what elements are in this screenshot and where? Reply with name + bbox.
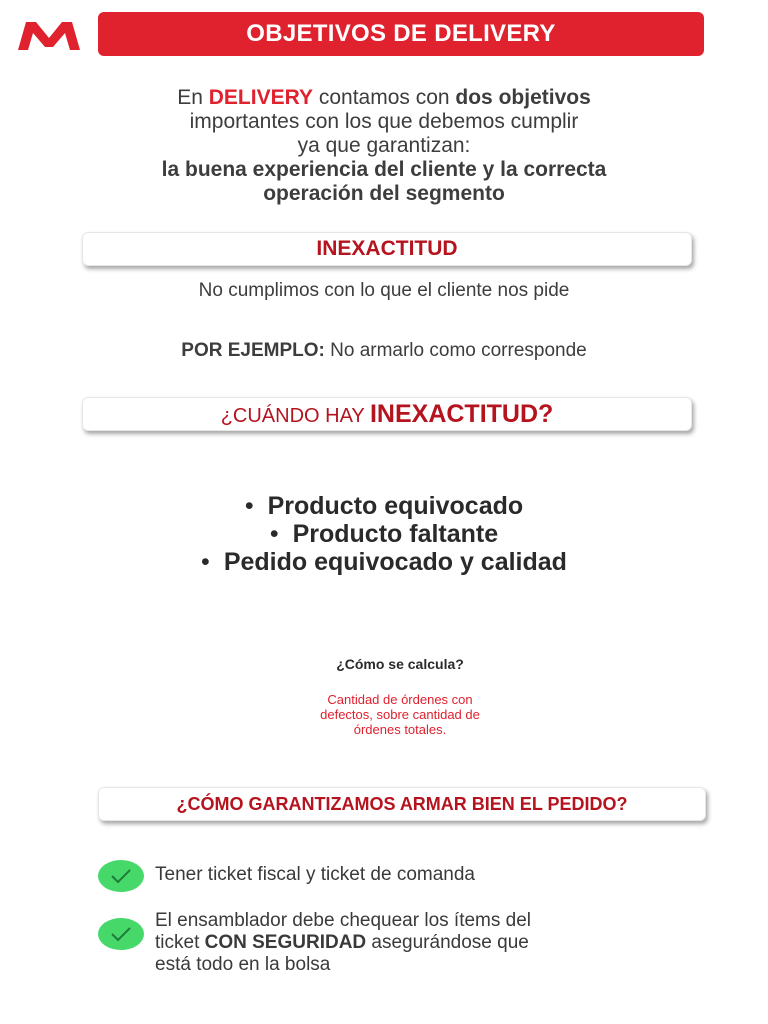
list-item: • Producto faltante [269, 520, 499, 548]
bullet-text: Producto equivocado [267, 492, 524, 520]
checkmark-icon [98, 918, 144, 950]
item-text: ticket [155, 932, 205, 953]
checklist-item-2-line-3: está todo en la bolsa [155, 954, 331, 975]
list-item: • Producto equivocado [244, 492, 524, 520]
intro-line-4: la buena experiencia del cliente y la correcta [161, 158, 607, 181]
intro-line-2: importantes con los que debemos cumplir [189, 110, 579, 133]
intro-text: En [177, 86, 209, 109]
intro-line-5: operación del segmento [263, 182, 505, 205]
intro-paragraph [40, 86, 728, 206]
cuando-section-header [82, 397, 692, 431]
item-bold-text: CON SEGURIDAD [204, 932, 367, 953]
inexactitud-title: INEXACTITUD [316, 237, 458, 260]
calculation-line: defectos, sobre cantidad de [320, 707, 480, 722]
item-text: asegurándose que [366, 932, 529, 953]
checklist-item-2 [155, 910, 715, 976]
checklist-item-1: Tener ticket fiscal y ticket de comanda [155, 864, 475, 885]
list-item: • Pedido equivocado y calidad [201, 548, 567, 576]
calculation-question: ¿Cómo se calcula? [336, 656, 464, 672]
garantizamos-title: ¿CÓMO GARANTIZAMOS ARMAR BIEN EL PEDIDO? [176, 793, 628, 814]
calculation-line: Cantidad de órdenes con [327, 692, 473, 707]
bullet-text: Producto faltante [292, 520, 499, 548]
inexactitud-description: No cumplimos con lo que el cliente nos pide [198, 280, 570, 301]
page-title: OBJETIVOS DE DELIVERY [246, 20, 556, 47]
calculation-line: órdenes totales. [353, 722, 447, 737]
bullet-list [40, 492, 728, 576]
brand-m-logo-icon [16, 18, 82, 52]
example-line [60, 340, 708, 362]
cuando-title [221, 400, 554, 429]
garantizamos-section-header [98, 787, 706, 821]
intro-text: contamos con [313, 86, 456, 109]
cuando-suffix: ? [538, 399, 554, 428]
brand-logo [16, 18, 82, 52]
cuando-emphasis: INEXACTITUD [369, 399, 539, 428]
inexactitud-section-header [82, 232, 692, 266]
intro-line-1 [40, 86, 728, 110]
header-banner [98, 12, 704, 56]
calculation-answer [220, 692, 580, 737]
checklist-item-2-line-2 [155, 932, 715, 954]
cuando-prefix: ¿CUÁNDO HAY [220, 404, 370, 427]
checkmark-icon [98, 860, 144, 892]
intro-delivery-highlight: DELIVERY [208, 86, 313, 109]
checklist-item-2-line-1: El ensamblador debe chequear los ítems del [155, 910, 532, 931]
example-label: POR EJEMPLO: [181, 340, 325, 361]
intro-line-3: ya que garantizan: [297, 134, 471, 157]
intro-bold-text: dos objetivos [455, 86, 591, 109]
bullet-text: Pedido equivocado y calidad [223, 548, 567, 576]
example-text: No armarlo como corresponde [324, 340, 587, 361]
